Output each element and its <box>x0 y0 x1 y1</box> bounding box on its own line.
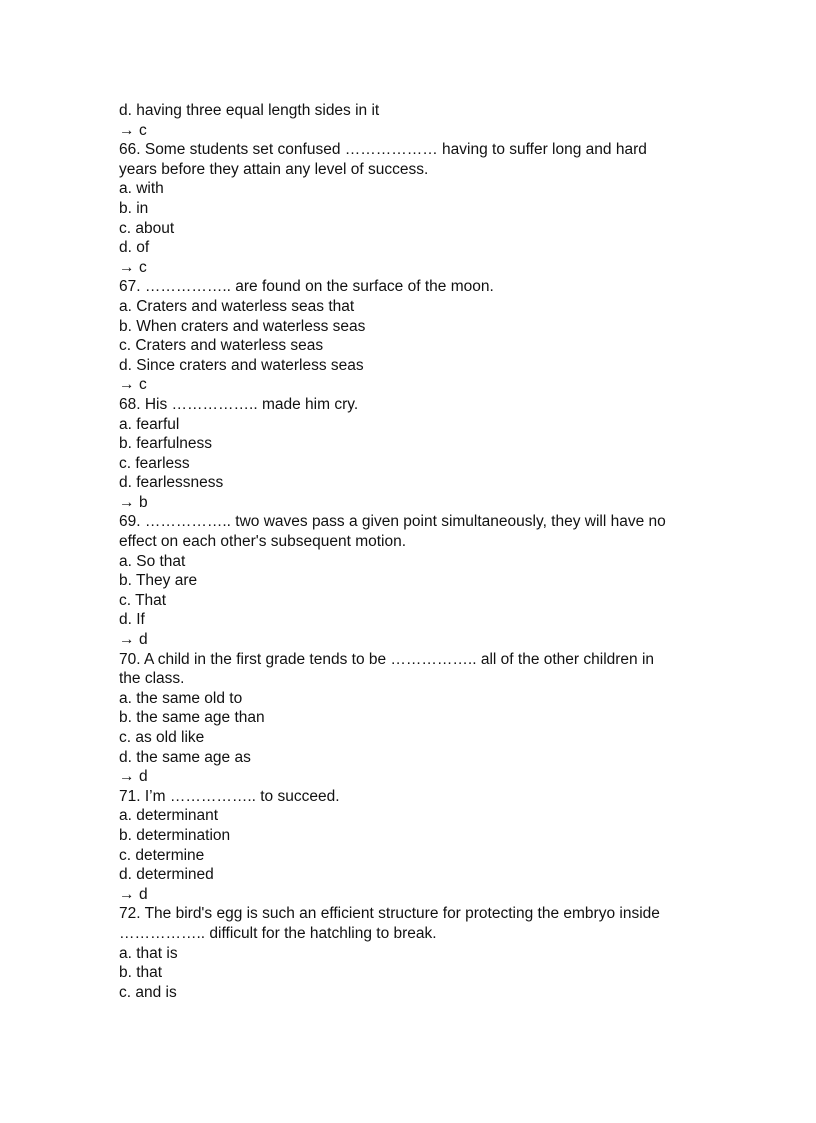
option-line: a. fearful <box>119 415 180 433</box>
question-line: 72. The bird's egg is such an efficient structure for protecting the embryo inside <box>119 905 660 923</box>
option-line: b. When craters and waterless seas <box>119 317 366 335</box>
answer-letter: d <box>139 885 148 903</box>
answer-letter: d <box>139 768 148 786</box>
question-line: years before they attain any level of success. <box>119 160 429 178</box>
answer-letter: b <box>139 493 148 511</box>
answer-line <box>119 767 739 787</box>
question-line: the class. <box>119 670 185 688</box>
option-line: a. that is <box>119 944 178 962</box>
option-line: b. They are <box>119 572 198 590</box>
answer-letter: d <box>139 631 148 649</box>
question-line: 70. A child in the first grade tends to be …………….. all of the other children in <box>119 650 655 668</box>
option-line: b. determination <box>119 826 231 844</box>
option-line: c. fearless <box>119 454 190 472</box>
option-line: c. That <box>119 591 167 609</box>
option-line: d. of <box>119 239 150 257</box>
question-line: 68. His …………….. made him cry. <box>119 395 359 413</box>
option-line: c. about <box>119 219 175 237</box>
option-line: a. So that <box>119 552 186 570</box>
question-line: 71. I’m …………….. to succeed. <box>119 787 340 805</box>
option-line: d. determined <box>119 866 214 884</box>
option-line: d. the same age as <box>119 748 251 766</box>
arrow-right-icon: → <box>119 768 135 786</box>
document-body <box>119 101 739 1002</box>
option-line: b. fearfulness <box>119 435 213 453</box>
option-line: c. and is <box>119 983 177 1001</box>
question-line: 67. …………….. are found on the surface of the moon. <box>119 278 494 296</box>
answer-line <box>119 630 739 650</box>
arrow-right-icon: → <box>119 493 135 511</box>
arrow-right-icon: → <box>119 258 135 276</box>
question-line: 69. …………….. two waves pass a given point simultaneously, they will have no <box>119 513 666 531</box>
option-line: c. as old like <box>119 729 205 746</box>
answer-letter: c <box>139 376 147 394</box>
answer-line <box>119 258 739 278</box>
arrow-right-icon: → <box>119 376 135 394</box>
option-line: c. Craters and waterless seas <box>119 337 324 355</box>
question-line: 66. Some students set confused ……………… having to suffer long and hard <box>119 141 647 159</box>
answer-letter: c <box>139 121 147 139</box>
option-line: b. in <box>119 199 149 217</box>
option-line: b. the same age than <box>119 709 265 727</box>
option-line: a. the same old to <box>119 689 243 707</box>
answer-line <box>119 885 739 905</box>
question-line: …………….. difficult for the hatchling to break. <box>119 924 437 942</box>
question-line: effect on each other's subsequent motion. <box>119 533 407 551</box>
option-line: d. Since craters and waterless seas <box>119 356 364 374</box>
answer-line <box>119 121 739 141</box>
arrow-right-icon: → <box>119 631 135 649</box>
option-line: a. determinant <box>119 807 219 825</box>
arrow-right-icon: → <box>119 885 135 903</box>
arrow-right-icon: → <box>119 121 135 139</box>
option-line: d. having three equal length sides in it <box>119 102 380 119</box>
option-line: a. Craters and waterless seas that <box>119 297 355 315</box>
option-line: d. If <box>119 611 145 629</box>
answer-line <box>119 375 739 395</box>
option-line: b. that <box>119 964 163 982</box>
option-line: a. with <box>119 180 164 198</box>
option-line: d. fearlessness <box>119 474 224 492</box>
answer-line <box>119 493 739 513</box>
option-line: c. determine <box>119 846 205 864</box>
answer-letter: c <box>139 258 147 276</box>
